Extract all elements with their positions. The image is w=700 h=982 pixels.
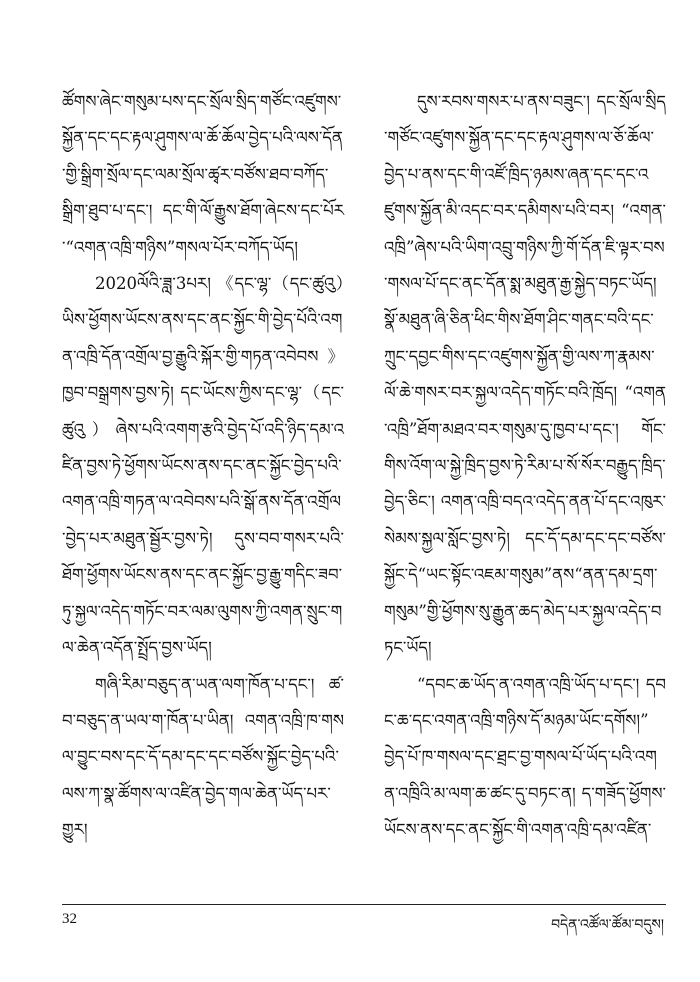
footer-rule bbox=[62, 904, 666, 905]
left-column bbox=[62, 84, 344, 849]
left-paragraph-2: 2020ལོའི་ཟླ་3པར། 《དང་ལྷ་（དང་ཚུའུ）ཡིས་ཕྱོགས་ཡོངས་ནས་དང་ནང་སྐྱོང་གི་བྱེད་པོའི་འགན་འཁྲི་དོན་འགྲོལ་བྱ་རྒྱུའི་སྐོར་གྱི་གཏན་འབེབས》ཁྱབ་བསྒྲགས་བྱས་ཏེ། དང་ཡོངས་ཀྱིས་དང་ལྷ་（དང་ཚུའུ）ཞེས་པའི་འགག་རྩའི་བྱེད་པོ་འདི་ཉིད་དམ་འཛིན་བྱས་ཏེ་ཕྱོགས་ཡོངས་ནས་དང་ནང་སྐྱོང་བྱེད་པའི་འགན་འཁྲི་གཏན་ལ་འབེབས་པའི་སྒོ་ནས་དོན་འགྲོལ་བྱེད་པར་མཐུན་སྦྱོར་བྱས་ཏེ། དུས་བབ་གསར་པའི་ཐོག་ཕྱོགས་ཡོངས་ནས་དང་ནང་སྐྱོང་བྱ་རྒྱུ་གདིང་ཟབ་ཏུ་སྐྱལ་འདེད་གཏོང་བར་ལམ་ལུགས་ཀྱི་འགན་སྲུང་གལ་ཆེན་འདོན་སྤྲོད་བྱས་ཡོད། bbox=[62, 274, 344, 658]
page-number: 32 bbox=[62, 911, 77, 927]
right-paragraph-2: “དབང་ཆ་ཡོད་ན་འགན་འཁྲི་ཡོད་པ་དང་། དབང་ཆ་དང་འགན་འཁྲི་གཉིས་དོ་མཉམ་ཡོང་དགོས།” བྱེད་པོ་ཁ་གསལ་དང་ཐྲང་བྱ་གསལ་པོ་ཡོད་པའི་འགན་འཁྲིའི་མ་ལག་ཆ་ཚང་དུ་བཏང་ན། ད་གཟོད་ཕྱོགས་ཡོངས་ནས་དང་ནང་སྐྱོང་གི་འགན་འཁྲི་དམ་འཛིན་ bbox=[384, 674, 666, 840]
right-paragraph-1: དུས་རབས་གསར་པ་ནས་བཟུང་། དང་སྲོལ་སྲིད་གཙོང་འཛུགས་སྐྱོན་དང་དང་རྟལ་ཤུགས་ལ་ཅོ་ཆོལ་བྱེད་པ་ནས་དང་གི་འཛོ་ཁྲིད་ཉམས་ཞན་དང་དང་འཛུགས་སྐྱོན་མི་འདང་བར་དམིགས་པའི་བར། “འགན་འཁྲི”ཞེས་པའི་ཡིག་འབྲུ་གཉིས་ཀྱི་གོ་དོན་ཇི་ལྟར་བས་གསལ་པོ་དང་ནང་དོན་སྨ་མཐུན་རྒྱ་སྐྱེད་བཏང་ཡོད། སྣོ་མཐུན་ཞི་ཅིན་ཕིང་གིས་ཐོག་ཤིང་གནང་བའི་དང་ཀྲུང་དབྱང་གིས་དང་འཛུགས་སྐྱོན་གྱི་ལས་ཀ་རྣམས་ལོ་ཆེ་གསར་བར་སྐྱལ་འདེད་གཏོང་བའི་ཁྲོད། “འགན་འཁྲི”ཐོག་མཐའ་བར་གསུམ་དུ་ཁྱབ་པ་དང་། གོང་གིས་འོག་ལ་སྐྱེ་ཁྲིད་བྱས་ཏེ་རིམ་པ་སོ་སོར་བརྒྱུད་ཁྲིད་བྱེད་ཅིང་། འགན་འཁྲི་བདའ་འདེད་ནན་པོ་དང་འཁུར་སེམས་སྐྱལ་སློང་བྱས་ཏེ། དང་དོ་དམ་དང་དང་བཙོས་སྐྱོང་དེ“ཡང་སྟོང་འཇམ་གསུམ”ནས“ནན་དམ་དྲག་གསུམ”གྱི་ཕྱོགས་སུ་རྒྱུན་ཆད་མེད་པར་སྐྱལ་འདེད་བཏང་ཡོད། bbox=[384, 92, 666, 658]
left-paragraph-1: ཚོགས་ཞེང་གསུམ་པས་དང་སྲོལ་སྲིད་གཙོང་འཛུགས་སྐྱོན་དང་དང་རྟལ་ཤུགས་ལ་ཆོ་ཆོལ་བྱེད་པའི་ལས་དོན་གྱི་སྒྲིག་སྲོལ་དང་ལམ་སྲོལ་ཚྭར་བཙོས་ཐབ་བཀོད་སྒྲིག་ཐུབ་པ་དང་། དང་གི་ལོ་རྒྱུས་ཐོག་ཞེངས་དང་པོར་“འགན་འཁྲི་གཉིས”གསལ་པོར་བཀོད་ཡོད། bbox=[62, 92, 344, 257]
left-paragraph-3: གཞི་རིམ་བཅུད་ན་ཡན་ལག་ཁོན་པ་དང་། ཚ་བ་བཅུད་ན་ཡལ་ག་ཁོན་པ་ཡིན། འགན་འཁྲི་ཁ་གསལ་བྱུང་བས་དང་དོ་དམ་དང་དང་བཙོས་སྐྱོང་བྱེད་པའི་ལས་ཀ་སྣ་ཚོགས་ལ་འཛིན་བྱེད་གལ་ཆེན་ཡོད་པར་གྱུར། bbox=[62, 674, 344, 840]
journal-name: བདེན་འཚོལ་ཚོམ་བདུས། bbox=[551, 917, 664, 933]
right-column bbox=[384, 84, 666, 849]
